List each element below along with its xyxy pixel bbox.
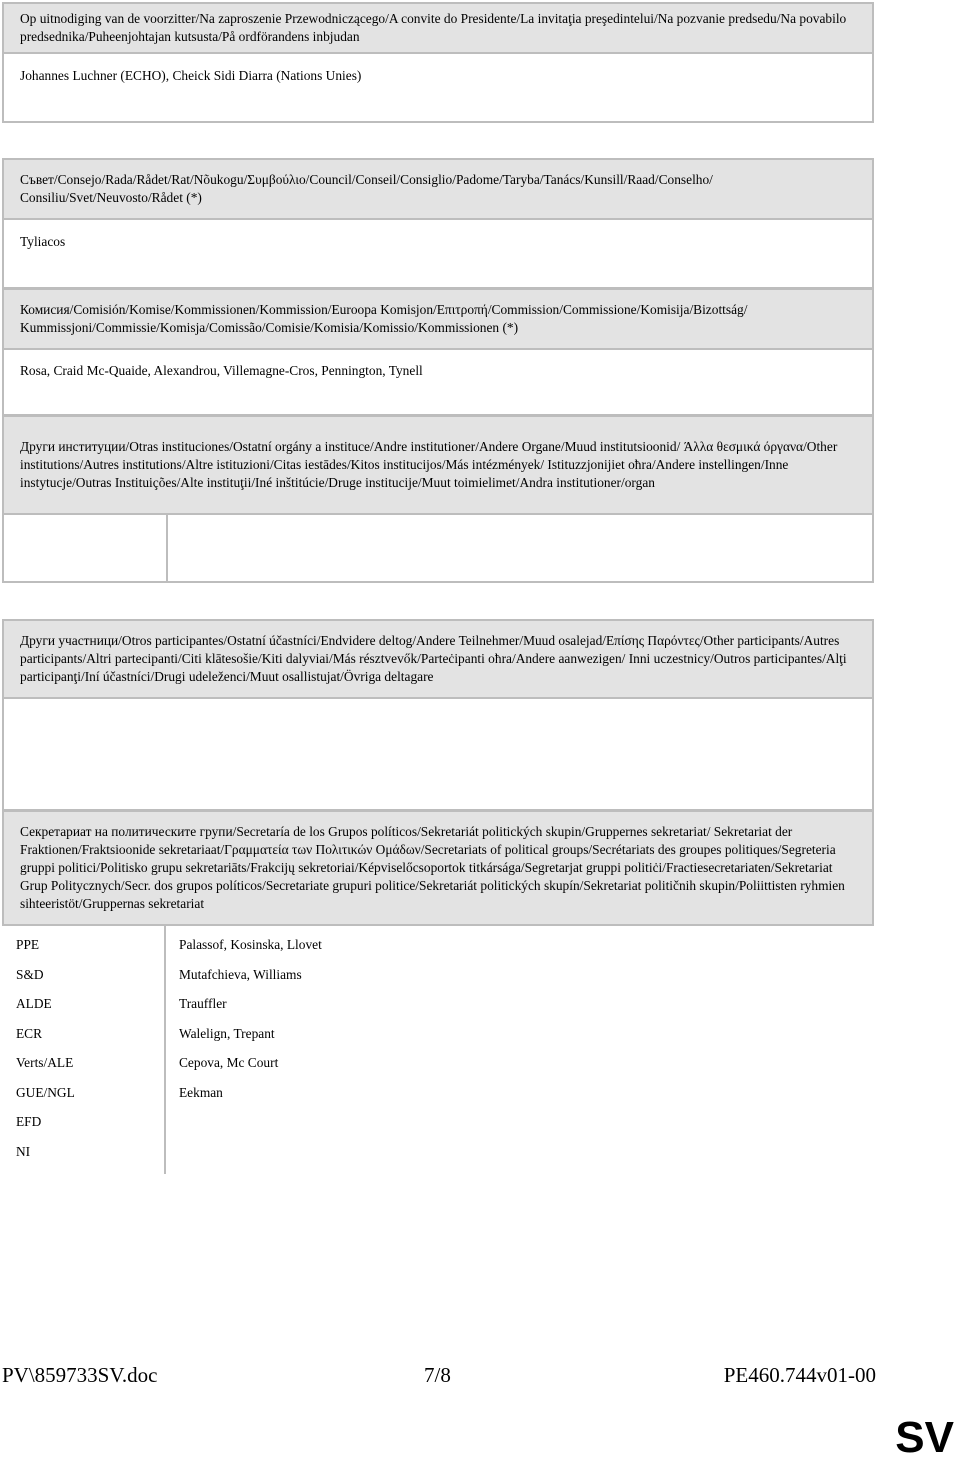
other-institutions-header: [4, 417, 872, 515]
page-number: 7/8: [424, 1363, 451, 1387]
other-participants-header-text: Други участници/Otros participantes/Ostatní účastníci/Endvidere deltog/Andere Teilnehmer/Muud osalejad/Επίσης Παρόντες/Other participants/Autres participants/Altri partecipanti/Citi klātesošie/Kiti dalyviai/Más résztvevők/Parteċipanti oħra/Andere aanwezigen/ Inni uczestnicy/Outros participantes/Alţi participanţi/Iní účastníci/Drugi udeleženci/Muut osallistujat/Övriga deltagare: [20, 633, 847, 684]
group-staff: [179, 1143, 859, 1173]
other-institutions-empty-cell-left: [4, 513, 168, 581]
document-filename: PV\859733SV.doc: [2, 1363, 158, 1387]
council-section: [2, 158, 874, 289]
group-abbrev: NI: [16, 1143, 31, 1159]
group-abbrev: PPE: [16, 937, 40, 952]
group-staff: Cepova, Mc Court: [179, 1055, 279, 1070]
group-abbrev: S&D: [16, 966, 44, 982]
group-abbrev: GUE/NGL: [16, 1084, 75, 1100]
commission-header-text: Комисия/Comisión/Komise/Kommissionen/Kommission/Euroopa Komisjon/Επιτροπή/Commission/Commissione/Komisija/Bizottság/ Kummissjoni/Commissie/Komisja/Comissão/Comisie/Komisia/Komissio/Kommissionen (*): [20, 302, 748, 335]
other-institutions-header-text: Други институции/Otras instituciones/Ostatní orgány a instituce/Andre institutioner/Andere Organe/Muud institutsioonid/ Άλλα θεσμικά όργανα/Other institutions/Autres institutions/Altre istituzioni/Citas iestādes/Kitos institucijos/Más intézmények/ Istituzzjonijiet oħra/Andere instellingen/Inne instytucje/Outras Instituições/Alte instituţii/Iné inštitúcie/Druge institucije/Muut toimielimet/Andra institutioner/organ: [20, 439, 838, 490]
commission-attendees: Rosa, Craid Mc-Quaide, Alexandrou, Villemagne-Cros, Pennington, Tynell: [20, 363, 423, 378]
invitation-header: [4, 4, 872, 54]
group-staff: Eekman: [179, 1084, 223, 1100]
group-staff: Walelign, Trepant: [179, 1025, 275, 1041]
other-participants-header: [4, 621, 872, 699]
group-abbrev: EFD: [16, 1114, 42, 1129]
group-abbrev: Verts/ALE: [16, 1055, 74, 1070]
group-abbrev: ECR: [16, 1025, 43, 1041]
group-abbrev: ALDE: [16, 996, 52, 1011]
council-attendees: Tyliacos: [20, 234, 66, 249]
invitation-section: [2, 2, 874, 123]
document-reference: PE460.744v01-00: [723, 1363, 876, 1387]
group-staff: Trauffler: [179, 996, 227, 1011]
other-institutions-section: [2, 415, 874, 583]
secretariat-section: [2, 810, 874, 926]
group-staff: [179, 1113, 859, 1143]
group-staff-names: [179, 936, 859, 1186]
language-code: SV: [895, 1413, 954, 1462]
group-staff: Palassof, Kosinska, Llovet: [179, 937, 322, 952]
commission-section: [2, 288, 874, 416]
commission-header: [4, 290, 872, 350]
secretariat-header-text: Секретариат на политическите групи/Secretaría de los Grupos políticos/Sekretariát politických skupin/Gruppernes sekretariat/ Sekretariat der Fraktionen/Fraktsioonide sekretariaat/Γραμματεία των Πολιτικών Ομάδων/Secretariats of political groups/Secrétariats des groupes politiques/Segreteria gruppi politici/Politisko grupu sekretariāts/Frakcijų sekretoriai/Képviselőcsoportok titkársága/Segretarjat gruppi politiċi/Fractiesecretariaten/Sekretariat Grup Politycznych/Secr. dos grupos políticos/Secretariate grupuri politice/Sekretariát politických skupín/Sekretariat političnih skupin/Poliittisten ryhmien sihteeristöt/Gruppernas sekretariat: [20, 824, 845, 911]
secretariat-header: [4, 812, 872, 924]
council-header-text: Съвет/Consejo/Rada/Rådet/Rat/Nõukogu/Συμβούλιο/Council/Conseil/Consiglio/Padome/Taryba/Tanács/Kunsill/Raad/Conselho/ Consiliu/Svet/Neuvosto/Rådet (*): [20, 172, 713, 205]
group-abbreviations: [16, 936, 156, 1186]
council-header: [4, 160, 872, 220]
invitation-attendees: Johannes Luchner (ECHO), Cheick Sidi Diarra (Nations Unies): [20, 68, 362, 83]
group-staff: Mutafchieva, Williams: [179, 966, 302, 982]
invitation-header-text: Op uitnodiging van de voorzitter/Na zaproszenie Przewodniczącego/A convite do Presidente/La invitaţia preşedintelui/Na pozvanie predsedu/Na povabilo predsednika/Puheenjohtajan kutsusta/På ordförandens inbjudan: [20, 11, 847, 44]
other-participants-section: [2, 619, 874, 811]
political-groups-table: [2, 924, 874, 1174]
